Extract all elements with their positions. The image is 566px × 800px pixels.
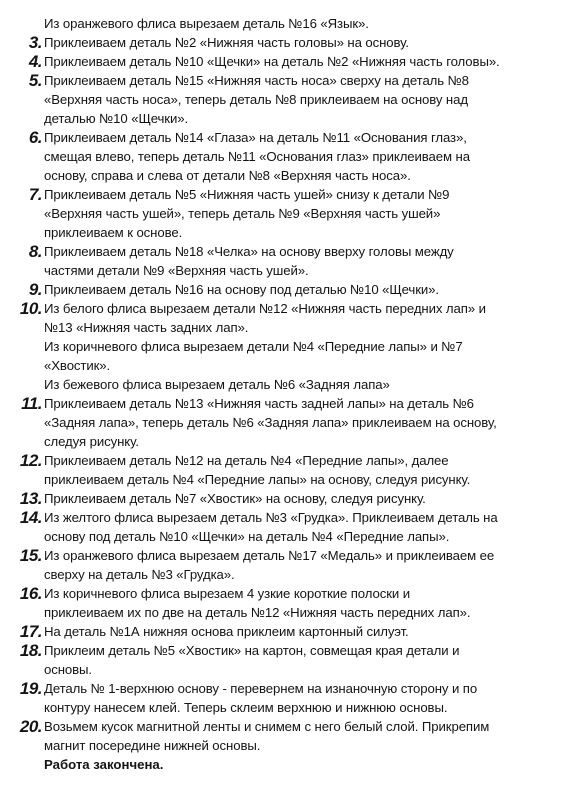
step-9: [12, 280, 556, 299]
step-number: 3.: [28, 33, 42, 52]
step-text: Приклеиваем деталь №12 на деталь №4 «Передние лапы», далее приклеиваем деталь №4 «Передние лапы» на основу, следуя рисунку.: [44, 453, 471, 487]
step-text: Приклеиваем деталь №14 «Глаза» на деталь №11 «Основания глаз», смещая влево, теперь деталь №11 «Основания глаз» приклеиваем на основу, справа и слева от детали №8 «Верхняя часть носа».: [44, 130, 470, 183]
step-15: [12, 546, 556, 584]
step-text: Приклеиваем деталь №7 «Хвостик» на основу, следуя рисунку.: [44, 491, 426, 506]
step-number: 11.: [21, 394, 42, 413]
step-number: 17.: [19, 622, 42, 641]
step-number: 5.: [28, 71, 42, 90]
step-number: 9.: [28, 280, 42, 299]
step-text: Из желтого флиса вырезаем деталь №3 «Грудка». Приклеиваем деталь на основу под деталь №10 «Щечки» на деталь №4 «Передние лапы».: [44, 510, 498, 544]
step-7: [12, 185, 556, 242]
step-number: 19.: [19, 679, 42, 698]
step-6: [12, 128, 556, 185]
step-14: [12, 508, 556, 546]
completion-note: Работа закончена.: [44, 757, 164, 772]
step-12: [12, 451, 556, 489]
step-text: Из оранжевого флиса вырезаем деталь №17 «Медаль» и приклеиваем ее сверху на деталь №3 «Грудка».: [44, 548, 495, 582]
step-number: 13.: [19, 489, 42, 508]
step-17: [12, 622, 556, 641]
step-text: Приклеиваем деталь №10 «Щечки» на деталь №2 «Нижняя часть головы».: [44, 54, 500, 69]
step-text: Приклеиваем деталь №13 «Нижняя часть задней лапы» на деталь №6 «Задняя лапа», теперь деталь №6 «Задняя лапа» приклеиваем на основу, следуя рисунку.: [44, 396, 497, 449]
step-18: [12, 641, 556, 679]
step-text: Возьмем кусок магнитной ленты и снимем с него белый слой. Прикрепим магнит посередине нижней основы.: [44, 719, 490, 753]
step-text: Из белого флиса вырезаем детали №12 «Нижняя часть передних лап» и №13 «Нижняя часть задних лап». Из коричневого флиса вырезаем детали №4 «Передние лапы» и №7 «Хвостик». Из бежевого флиса вырезаем деталь №6 «Задняя лапа»: [44, 301, 486, 392]
step-16: [12, 584, 556, 622]
step-text: Деталь № 1-верхнюю основу - перевернем на изнаночную сторону и по контуру нанесем клей. Теперь склеим верхнюю и нижнюю основы.: [44, 681, 478, 715]
step-text: Из коричневого флиса вырезаем 4 узкие короткие полоски и приклеиваем их по две на деталь №12 «Нижняя часть передних лап».: [44, 586, 471, 620]
step-number: 18.: [19, 641, 42, 660]
step-number: 10.: [19, 299, 42, 318]
step-number: 14.: [19, 508, 42, 527]
step-19: [12, 679, 556, 717]
step-number: 8.: [28, 242, 42, 261]
step-20: [12, 717, 556, 755]
step-number: 16.: [19, 584, 42, 603]
step-5: [12, 71, 556, 128]
step-text: Приклеиваем деталь №5 «Нижняя часть ушей» снизу к детали №9 «Верхняя часть ушей», теперь деталь №9 «Верхняя часть ушей» приклеиваем к основе.: [44, 187, 450, 240]
step-number: 6.: [28, 128, 42, 147]
step-intro: [12, 14, 556, 33]
step-8: [12, 242, 556, 280]
step-text: Приклеиваем деталь №15 «Нижняя часть носа» сверху на деталь №8 «Верхняя часть носа», теперь деталь №8 приклеиваем на основу над деталью №10 «Щечки».: [44, 73, 469, 126]
step-number: 12.: [19, 451, 42, 470]
step-text: Приклеиваем деталь №16 на основу под деталью №10 «Щечки».: [44, 282, 439, 297]
step-4: [12, 52, 556, 71]
step-number: 20.: [19, 717, 42, 736]
step-number: 7.: [28, 185, 42, 204]
step-text: Приклеим деталь №5 «Хвостик» на картон, совмещая края детали и основы.: [44, 643, 460, 677]
step-13: [12, 489, 556, 508]
step-text: На деталь №1А нижняя основа приклеим картонный силуэт.: [44, 624, 409, 639]
step-number: 4.: [28, 52, 42, 71]
step-text: Из оранжевого флиса вырезаем деталь №16 «Язык».: [44, 16, 369, 31]
step-3: [12, 33, 556, 52]
step-10: [12, 299, 556, 394]
step-text: Приклеиваем деталь №18 «Челка» на основу вверху головы между частями детали №9 «Верхняя часть ушей».: [44, 244, 454, 278]
step-number: 15.: [19, 546, 42, 565]
step-11: [12, 394, 556, 451]
step-text: Приклеиваем деталь №2 «Нижняя часть головы» на основу.: [44, 35, 409, 50]
